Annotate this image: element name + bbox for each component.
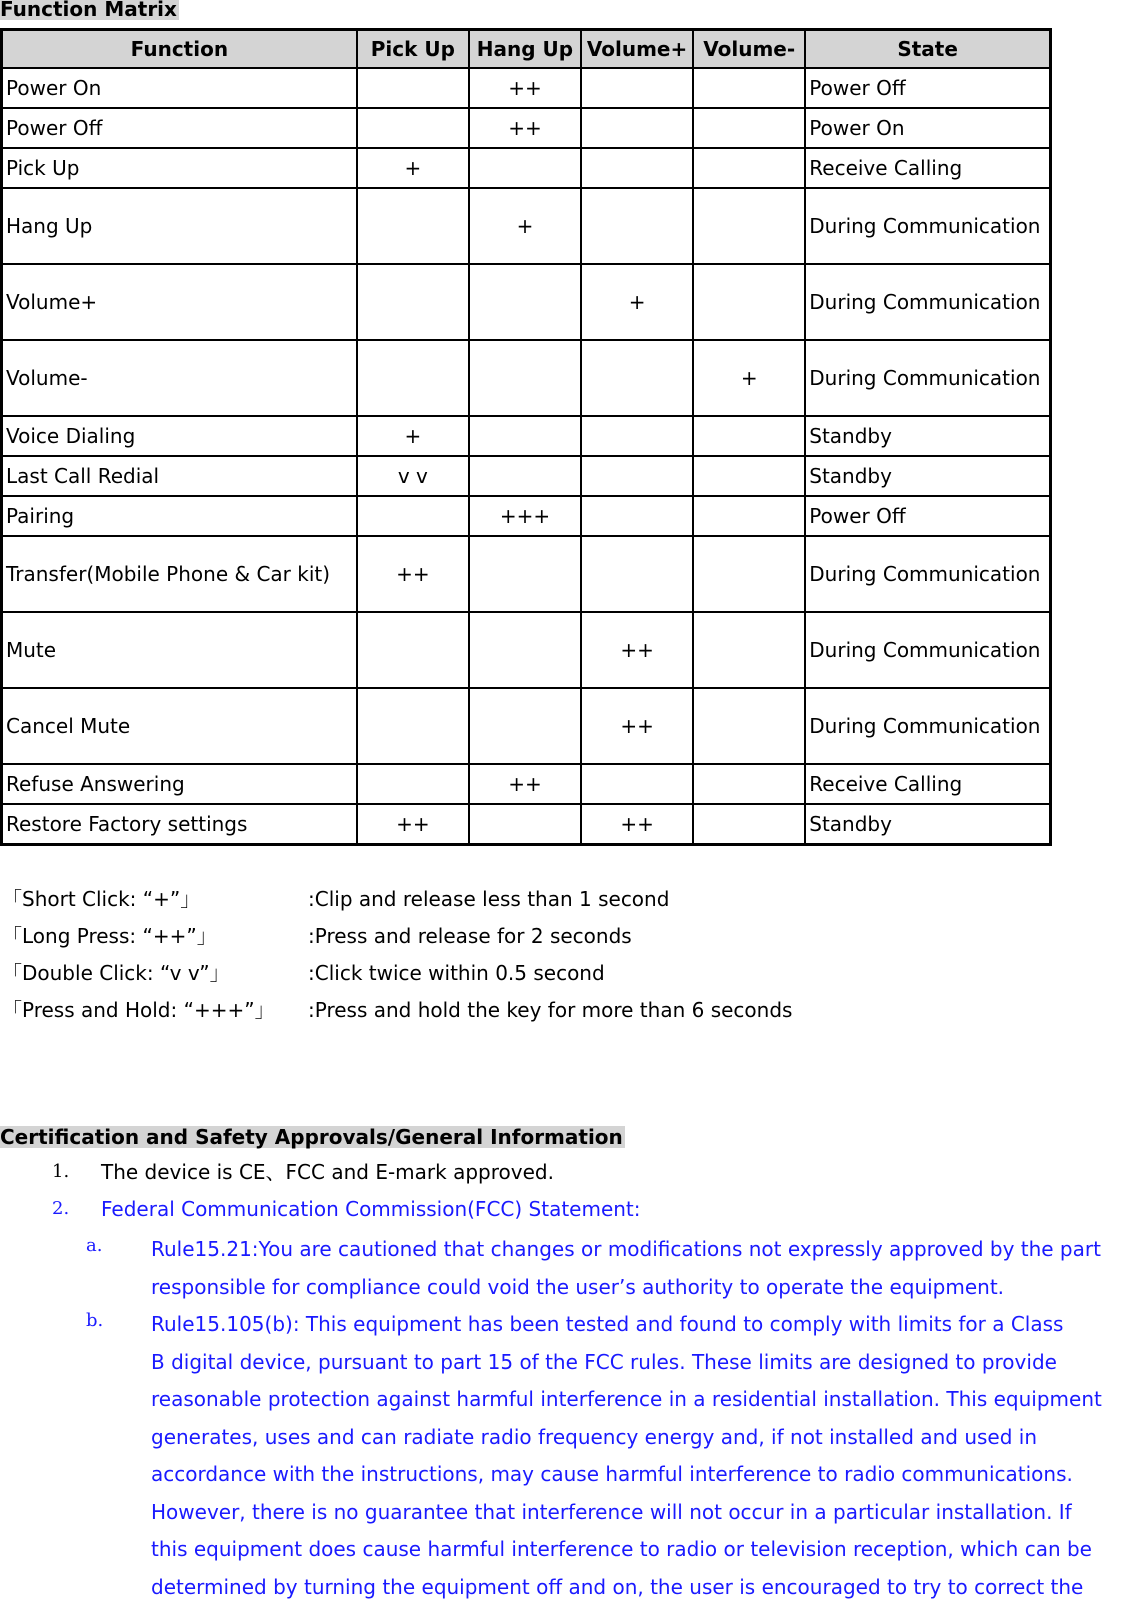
pick-up-cell: [357, 764, 469, 804]
function-cell: Last Call Redial: [2, 456, 357, 496]
hang-up-cell: +: [469, 188, 581, 264]
volume-down-cell: [693, 536, 805, 612]
list-item-text: The device is CE、FCC and E-mark approved.: [101, 1157, 554, 1187]
table-row: [2, 688, 1050, 764]
table-row: [2, 536, 1050, 612]
matrix-title: Function Matrix: [0, 0, 179, 20]
volume-up-cell: [581, 340, 693, 416]
state-cell: Standby: [805, 804, 1050, 844]
volume-up-cell: [581, 188, 693, 264]
hang-up-cell: +++: [469, 496, 581, 536]
state-cell: During Communication: [805, 612, 1050, 688]
fcc-rules-list: [0, 1231, 1123, 1606]
state-cell: Receive Calling: [805, 148, 1050, 188]
function-cell: Refuse Answering: [2, 764, 357, 804]
pick-up-cell: [357, 108, 469, 148]
pick-up-cell: +: [357, 148, 469, 188]
state-cell: During Communication: [805, 688, 1050, 764]
function-cell: Volume-: [2, 340, 357, 416]
volume-up-cell: [581, 496, 693, 536]
legend-term: 「Short Click: “+”」: [2, 884, 200, 914]
volume-down-cell: [693, 804, 805, 844]
volume-down-cell: [693, 496, 805, 536]
volume-down-cell: [693, 456, 805, 496]
volume-up-cell: [581, 108, 693, 148]
function-cell: Pick Up: [2, 148, 357, 188]
volume-down-cell: [693, 188, 805, 264]
state-cell: Receive Calling: [805, 764, 1050, 804]
table-row: [2, 764, 1050, 804]
pick-up-cell: ++: [357, 804, 469, 844]
certification-list: [0, 1157, 1123, 1606]
header-volume-up: Volume+: [581, 30, 693, 68]
state-cell: During Communication: [805, 536, 1050, 612]
function-cell: Power On: [2, 68, 357, 108]
hang-up-cell: [469, 264, 581, 340]
list-item: [0, 1157, 1123, 1194]
hang-up-cell: [469, 536, 581, 612]
volume-up-cell: ++: [581, 612, 693, 688]
rule-text-line: determined by turning the equipment off and on, the user is encouraged to try to correct the: [151, 1569, 1123, 1606]
table-row: [2, 456, 1050, 496]
function-cell: Cancel Mute: [2, 688, 357, 764]
list-number: 2.: [52, 1194, 69, 1224]
header-volume-down: Volume-: [693, 30, 805, 68]
volume-up-cell: [581, 456, 693, 496]
rule-text: [151, 1306, 1123, 1606]
table-row: [2, 804, 1050, 844]
pick-up-cell: [357, 688, 469, 764]
state-cell: During Communication: [805, 188, 1050, 264]
pick-up-cell: v v: [357, 456, 469, 496]
function-cell: Mute: [2, 612, 357, 688]
volume-down-cell: [693, 688, 805, 764]
header-hang-up: Hang Up: [469, 30, 581, 68]
volume-down-cell: [693, 764, 805, 804]
volume-up-cell: [581, 536, 693, 612]
state-cell: During Communication: [805, 264, 1050, 340]
legend-definition: :Click twice within 0.5 second: [308, 958, 605, 988]
legend-definition: :Clip and release less than 1 second: [308, 884, 669, 914]
volume-down-cell: [693, 264, 805, 340]
legend-term: 「Double Click: “v v”」: [2, 958, 230, 988]
list-item: [0, 1194, 1123, 1231]
pick-up-cell: [357, 264, 469, 340]
legend-definition: :Press and hold the key for more than 6 seconds: [308, 995, 792, 1025]
function-cell: Restore Factory settings: [2, 804, 357, 844]
hang-up-cell: ++: [469, 764, 581, 804]
table-row: [2, 612, 1050, 688]
rule-letter: b.: [86, 1306, 103, 1336]
state-cell: Standby: [805, 416, 1050, 456]
volume-down-cell: [693, 68, 805, 108]
table-row: [2, 496, 1050, 536]
rule-text-line: this equipment does cause harmful interference to radio or television reception, which can be: [151, 1531, 1123, 1569]
table-row: [2, 188, 1050, 264]
certification-title: Certification and Safety Approvals/General Information: [0, 1126, 625, 1148]
hang-up-cell: [469, 416, 581, 456]
state-cell: During Communication: [805, 340, 1050, 416]
table-header-row: [2, 30, 1050, 68]
function-cell: Hang Up: [2, 188, 357, 264]
table-row: [2, 340, 1050, 416]
function-cell: Power Off: [2, 108, 357, 148]
list-item-text: Federal Communication Commission(FCC) Statement:: [101, 1194, 641, 1224]
hang-up-cell: [469, 148, 581, 188]
pick-up-cell: ++: [357, 536, 469, 612]
hang-up-cell: [469, 688, 581, 764]
rule-text-line: Rule15.105(b): This equipment has been tested and found to comply with limits for a Class: [151, 1306, 1123, 1344]
table-row: [2, 148, 1050, 188]
rule-text-line: reasonable protection against harmful interference in a residential installation. This equipment: [151, 1381, 1123, 1419]
legend-term: 「Long Press: “++”」: [2, 921, 217, 951]
rule-text: [151, 1231, 1123, 1306]
hang-up-cell: [469, 804, 581, 844]
volume-down-cell: [693, 108, 805, 148]
rule-text-line: However, there is no guarantee that interference will not occur in a particular installation. If: [151, 1494, 1123, 1532]
volume-down-cell: [693, 612, 805, 688]
volume-up-cell: ++: [581, 688, 693, 764]
rule-text-line: accordance with the instructions, may cause harmful interference to radio communications.: [151, 1456, 1123, 1494]
fcc-rule-item: [0, 1231, 1123, 1306]
pick-up-cell: +: [357, 416, 469, 456]
hang-up-cell: [469, 612, 581, 688]
volume-up-cell: [581, 148, 693, 188]
hang-up-cell: ++: [469, 68, 581, 108]
header-state: State: [805, 30, 1050, 68]
list-number: 1.: [52, 1157, 69, 1187]
volume-down-cell: [693, 148, 805, 188]
volume-up-cell: [581, 764, 693, 804]
legend-definition: :Press and release for 2 seconds: [308, 921, 632, 951]
volume-up-cell: ++: [581, 804, 693, 844]
pick-up-cell: [357, 340, 469, 416]
legend-term: 「Press and Hold: “+++”」: [2, 995, 275, 1025]
table-row: [2, 68, 1050, 108]
header-function: Function: [2, 30, 357, 68]
pick-up-cell: [357, 496, 469, 536]
function-cell: Pairing: [2, 496, 357, 536]
rule-text-line: B digital device, pursuant to part 15 of the FCC rules. These limits are designed to provide: [151, 1344, 1123, 1382]
volume-up-cell: [581, 416, 693, 456]
function-matrix-table: [0, 28, 1052, 846]
table-row: [2, 108, 1050, 148]
state-cell: Power On: [805, 108, 1050, 148]
table-row: [2, 416, 1050, 456]
pick-up-cell: [357, 188, 469, 264]
hang-up-cell: [469, 456, 581, 496]
header-pick-up: Pick Up: [357, 30, 469, 68]
function-cell: Transfer(Mobile Phone & Car kit): [2, 536, 357, 612]
volume-down-cell: [693, 416, 805, 456]
rule-text-line: responsible for compliance could void the user’s authority to operate the equipment.: [151, 1269, 1123, 1307]
pick-up-cell: [357, 68, 469, 108]
rule-text-line: generates, uses and can radiate radio frequency energy and, if not installed and used in: [151, 1419, 1123, 1457]
function-cell: Voice Dialing: [2, 416, 357, 456]
volume-up-cell: [581, 68, 693, 108]
fcc-rule-item: [0, 1306, 1123, 1606]
rule-text-line: Rule15.21:You are cautioned that changes or modifications not expressly approved by the part: [151, 1231, 1123, 1269]
hang-up-cell: ++: [469, 108, 581, 148]
function-cell: Volume+: [2, 264, 357, 340]
state-cell: Power Off: [805, 496, 1050, 536]
rule-letter: a.: [86, 1231, 102, 1261]
pick-up-cell: [357, 612, 469, 688]
table-row: [2, 264, 1050, 340]
state-cell: Power Off: [805, 68, 1050, 108]
volume-up-cell: +: [581, 264, 693, 340]
volume-down-cell: +: [693, 340, 805, 416]
hang-up-cell: [469, 340, 581, 416]
state-cell: Standby: [805, 456, 1050, 496]
